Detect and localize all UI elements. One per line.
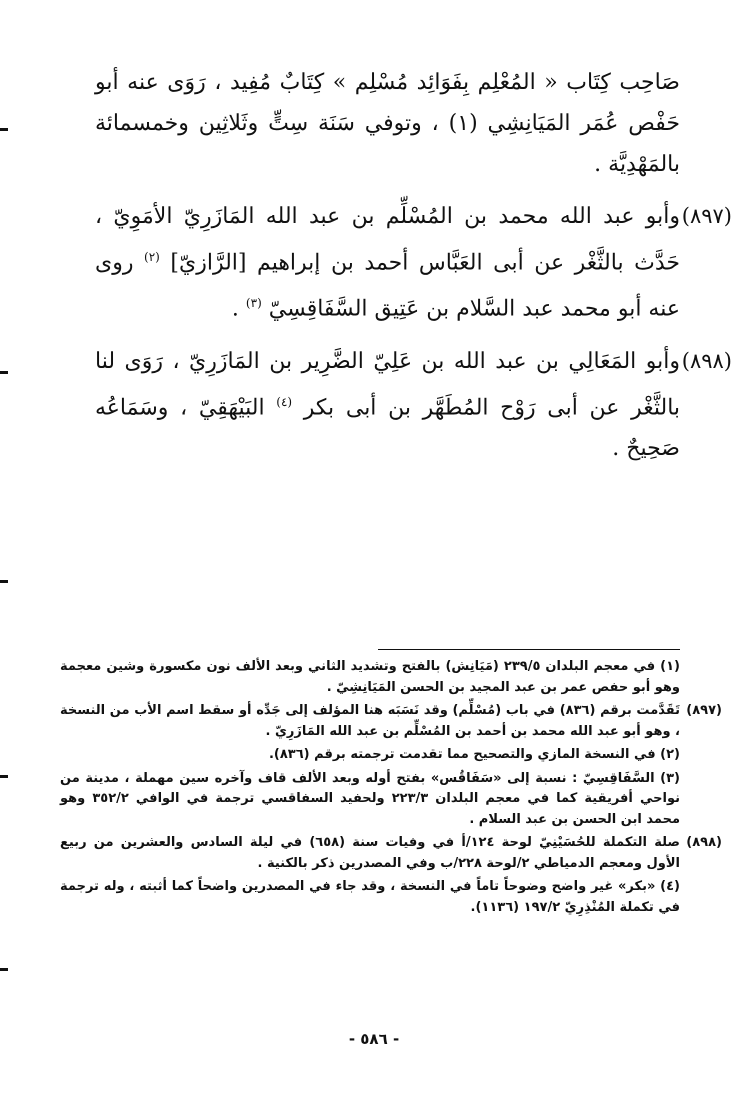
entry-text: وأبو المَعَالِي بن عبد الله بن عَلِيّ الضَّرِير بن المَازَرِيّ ، رَوَى لنا بالثَّغْر عن أبى رَوْح المُطَهَّر بن أبى بكر [95, 348, 681, 420]
footnote-ref: (٢) [144, 250, 160, 264]
entry-number: (٨٩٧) [681, 204, 732, 228]
footnote-text: صلة التكملة للحُسَيْنِيّ لوحة ١٢٤/أ في وفيات سنة (٦٥٨) في ليلة السادس والعشرين من ربيع الأول ومعجم الدمياطي ٢/لوحة ٢٢٨/ب وفي المصدرين ذكر بالكنية . [60, 835, 680, 871]
footnote [60, 833, 722, 874]
entry-898 [95, 341, 732, 469]
footnotes [60, 657, 722, 918]
footnote-text: تَقَدَّمت برقم (٨٣٦) في باب (مُسْلِّم) وقد نَسَبَه هنا المؤلف إلى جَدِّه أو سقط اسم الأب من النسخة ، وهو أبو عبد الله محمد بن أحمد بن المُسْلِّم بن عبد الله المَازَرِيّ . [60, 703, 680, 739]
footnote-text: (٤) «بكر» غير واضح وضوحاً تاماً في النسخة ، وقد جاء في المصدرين واضحاً كما أثبته ، وله ترجمة في تكملة المُنْذِرِيّ ١٩٧/٢ (١١٣٦). [60, 879, 680, 915]
entry-text: . [231, 296, 239, 322]
footnote-text: (٢) في النسخة المازي والتصحيح مما تقدمت ترجمته برقم (٨٣٦). [268, 747, 680, 762]
entry-text: وأبو عبد الله محمد بن المُسْلِّم بن عبد الله المَازَرِيّ الأمَوِيّ ، حَدَّث بالثَّغْر عن أبى العَبَّاس أحمد بن إبراهيم [الرَّازيّ] [95, 204, 680, 276]
margin-mark [0, 580, 8, 583]
main-text [95, 62, 732, 469]
footnote-text: (١) في معجم البلدان ٢٣٩/٥ (مَيَانِش) بالفتح وتشديد الثاني وبعد الألف نون مكسورة وشين معجمة وهو أبو حفص عمر بن عبد المجيد بن الحسن المَيَانِشِيّ . [60, 659, 680, 695]
footnote-ref: (٣) [245, 296, 262, 311]
footnote [60, 769, 680, 831]
footnote-text: (٣) السَّفَاقِسِيّ : نسبة إلى «سَفَاقُس» بفتح أوله وبعد الألف قاف وآخره سين مهملة ، مدينة من نواحي أفريقية كما في معجم البلدان ٢٢٣/٣ ولحفيد السفاقسي ترجمة في الوافي ٣٥٢/٢ وهو محمد ابن الحسن بن عبد السلام . [60, 770, 680, 827]
footnote [60, 657, 680, 698]
footnote-entry-number: (٨٩٨) [686, 835, 722, 850]
footnote [60, 745, 680, 766]
entry-text: روى عنه أبو محمد عبد السَّلام بن عَتِيق السَّفَاقِسِيّ [95, 250, 680, 322]
footnote [60, 701, 722, 742]
footnote [60, 877, 680, 918]
page-number: - ٥٨٦ - [348, 1030, 400, 1048]
entry-text: البَيْهَقِيّ ، وسَمَاعُه صَحِيحٌ . [95, 394, 680, 461]
intro-text: صَاحِب كِتَاب « المُعْلِم بِفَوَائِد مُسْلِم » كِتَابٌ مُفِيد ، رَوَى عنه أبو حَفْص عُمَر المَيَانِشِي (١) ، وتوفي سَنَة سِتٍّ وثَلاثِين وخمسمائة بالمَهْدِيَّة . [95, 70, 680, 177]
margin-mark [0, 371, 8, 374]
entry-897 [95, 196, 732, 330]
footnote-ref: (٤) [276, 394, 293, 409]
margin-mark [0, 968, 8, 971]
footnote-divider [378, 649, 680, 650]
margin-mark [0, 775, 8, 778]
entry-number: (٨٩٨) [681, 348, 732, 373]
margin-mark [0, 128, 8, 131]
footnote-entry-number: (٨٩٧) [686, 703, 722, 718]
intro-paragraph [95, 62, 680, 185]
